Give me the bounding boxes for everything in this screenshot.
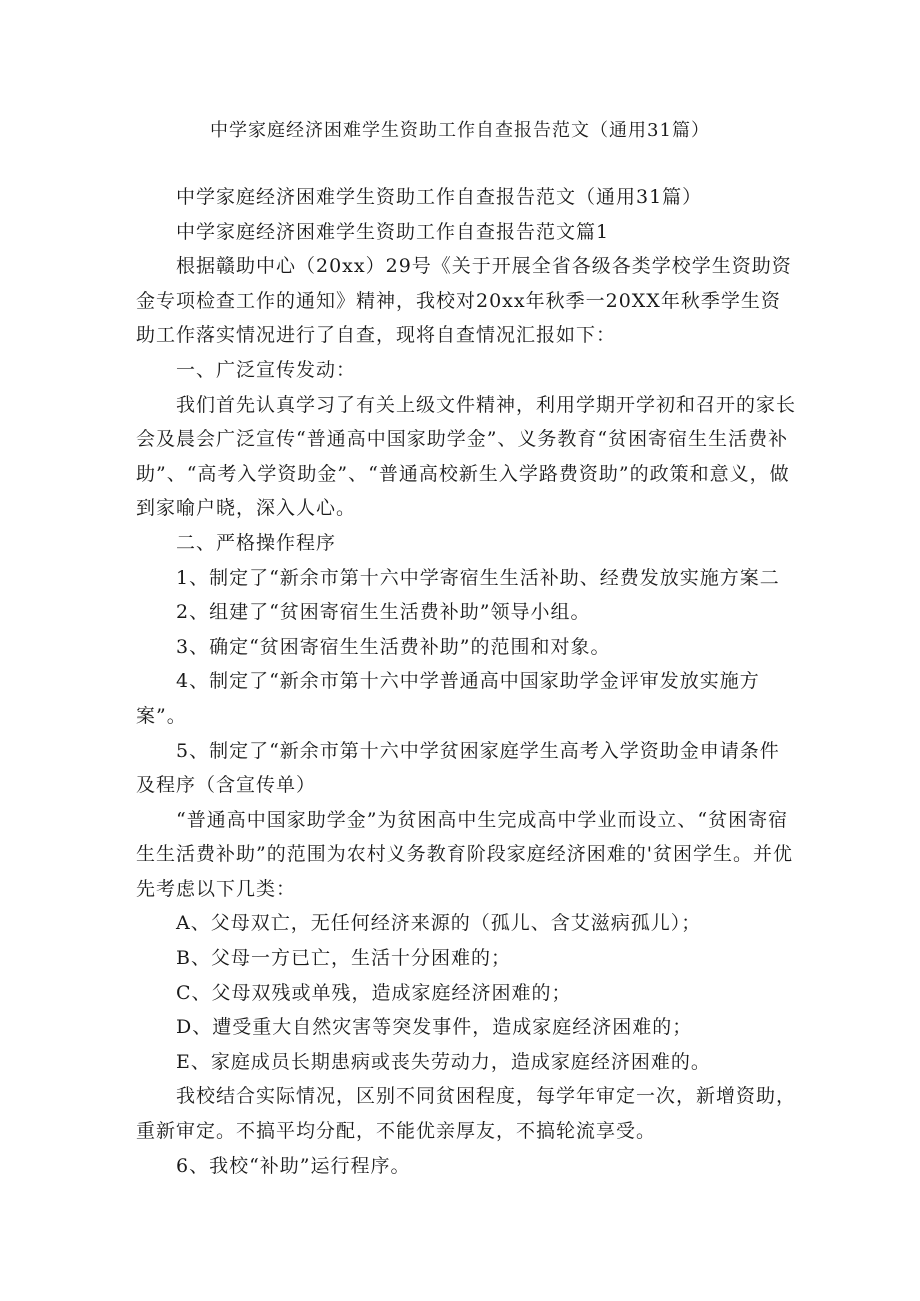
list-item-3: 3、确定“贫困寄宿生生活费补助”的范围和对象。 — [176, 635, 611, 658]
list-item-2: 2、组建了“贫困寄宿生生活费补助”领导小组。 — [176, 601, 591, 624]
paragraph-subtitle: 中学家庭经济困难学生资助工作自查报告范文（通用31篇） — [176, 186, 703, 208]
category-a: A、父母双亡，无任何经济来源的（孤儿、含艾滋病孤儿）； — [176, 912, 702, 935]
list-item-4: 4、制定了“新余市第十六中学普通高中国家助学金评审发放实施方案”。 — [136, 670, 760, 727]
heading-procedure: 二、严格操作程序 — [176, 531, 337, 554]
category-c: C、父母双残或单残，造成家庭经济困难的； — [176, 981, 572, 1004]
heading-publicity: 一、广泛宣传发动： — [176, 358, 357, 381]
list-item-5: 5、制定了“新余市第十六中学贫困家庭学生高考入学资助金申请条件及程序（含宣传单） — [136, 739, 780, 797]
document-title: 中学家庭经济困难学生资助工作自查报告范文（通用31篇） — [210, 120, 710, 141]
category-e: E、家庭成员长期患病或丧失劳动力，造成家庭经济困难的。 — [176, 1050, 711, 1073]
paragraph-intro: 根据赣助中心（20xx）29号《关于开展全省各级各类学校学生资助资金专项检查工作的通知》精神，我校对20xx年秋季一20XX年秋季学生资助工作落实情况进行了自查，现将自查情况汇报如下： — [136, 255, 792, 347]
list-item-6: 6、我校“补助”运行程序。 — [176, 1154, 411, 1177]
document-body — [136, 180, 796, 1183]
category-b: B、父母一方已亡，生活十分困难的； — [176, 947, 511, 970]
list-item-1: 1、制定了“新余市第十六中学寄宿生生活补助、经费发放实施方案二 — [176, 566, 780, 589]
paragraph-scope: “普通高中国家助学金”为贫困高中生完成高中学业而设立、“贫困寄宿生生活费补助”的范围为农村义务教育阶段家庭经济困难的'贫困学生。并优先考虑以下几类： — [136, 808, 793, 900]
paragraph-publicity: 我们首先认真学习了有关上级文件精神，利用学期开学初和召开的家长会及晨会广泛宣传“普通高中国家助学金”、义务教育“贫困寄宿生生活费补助”、“高考入学资助金”、“普通高校新生入学路费资助”的政策和意义，做到家喻户晓，深入人心。 — [136, 393, 797, 520]
paragraph-review: 我校结合实际情况，区别不同贫困程度，每学年审定一次，新增资助，重新审定。不搞平均分配，不能优亲厚友，不搞轮流享受。 — [136, 1085, 797, 1143]
paragraph-section-heading: 中学家庭经济困难学生资助工作自查报告范文篇1 — [176, 220, 610, 243]
category-d: D、遭受重大自然灾害等突发事件，造成家庭经济困难的； — [176, 1016, 693, 1039]
